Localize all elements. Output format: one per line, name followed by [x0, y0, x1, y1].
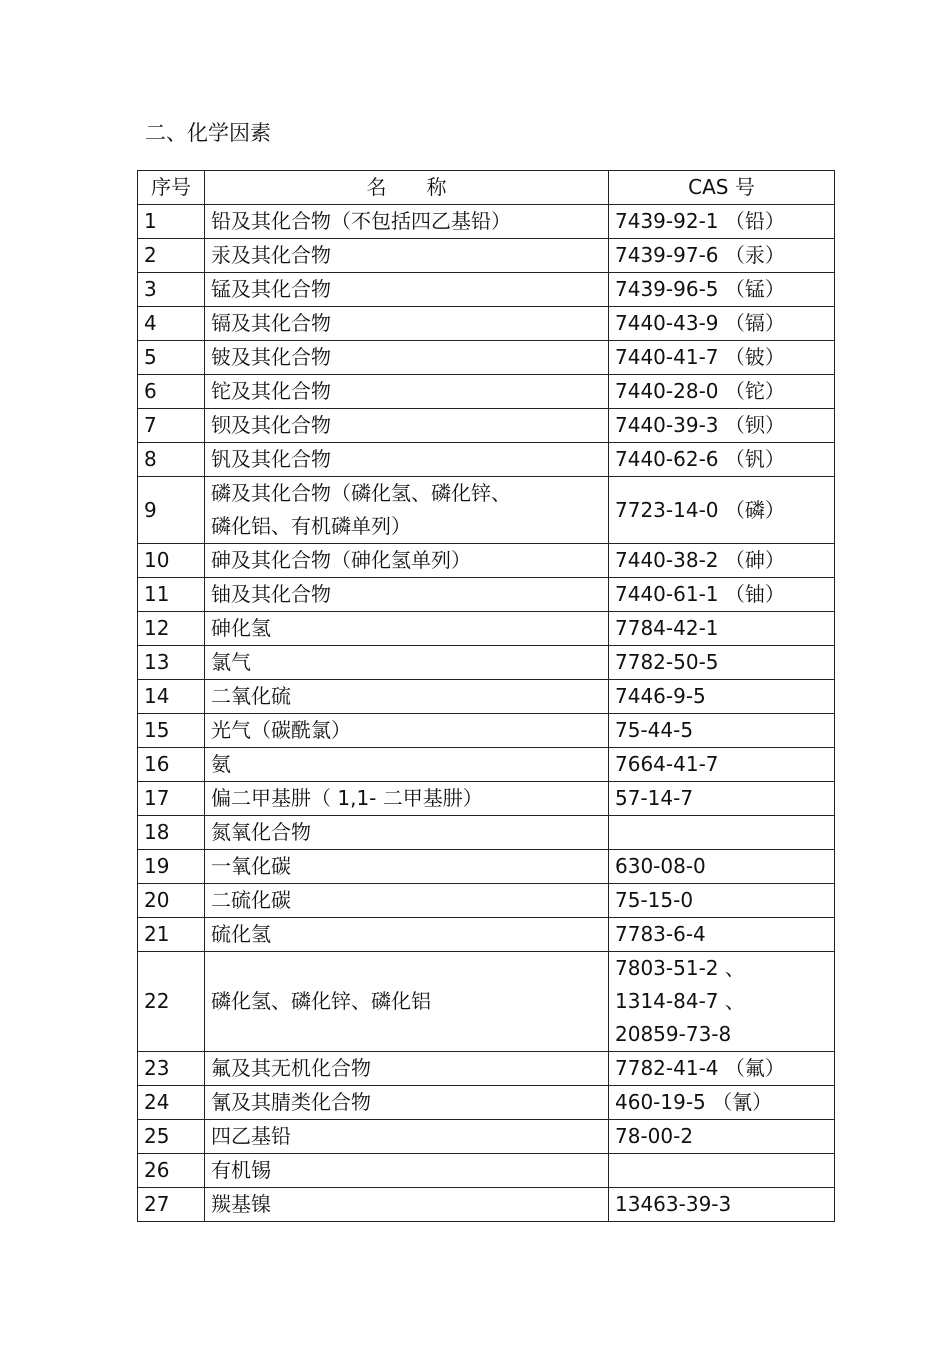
row-index: 5	[138, 341, 205, 375]
substance-name	[205, 409, 609, 443]
row-index: 27	[138, 1188, 205, 1222]
substance-name	[205, 307, 609, 341]
cas-number	[609, 239, 835, 273]
cas-number	[609, 816, 835, 850]
cas-number-line: 57-14-7	[615, 786, 694, 810]
cas-number-line: 75-15-0	[615, 888, 694, 912]
substance-name	[205, 205, 609, 239]
cas-number-line: 78-00-2	[615, 1124, 694, 1148]
cas-number-line: 7803-51-2 、	[615, 956, 745, 980]
substance-name-line: 磷化铝、有机磷单列）	[211, 514, 411, 538]
substance-name-line: 镉及其化合物	[211, 311, 331, 335]
cas-number-line: 7440-38-2 （砷）	[615, 548, 785, 572]
substance-name-line: 一氧化碳	[211, 854, 291, 878]
table-row	[138, 307, 835, 341]
table-header-row	[138, 171, 835, 205]
row-index: 12	[138, 612, 205, 646]
row-index: 8	[138, 443, 205, 477]
section-heading: 二、化学因素	[145, 121, 271, 145]
cas-number	[609, 477, 835, 544]
substance-name-line: 二氧化硫	[211, 684, 291, 708]
row-index: 17	[138, 782, 205, 816]
row-index: 11	[138, 578, 205, 612]
row-index: 21	[138, 918, 205, 952]
substance-name	[205, 1154, 609, 1188]
substance-name	[205, 1120, 609, 1154]
cas-number	[609, 375, 835, 409]
table-row	[138, 375, 835, 409]
table-row	[138, 680, 835, 714]
cas-number	[609, 341, 835, 375]
substance-name-line: 氨	[211, 752, 231, 776]
substance-name	[205, 443, 609, 477]
row-index: 2	[138, 239, 205, 273]
cas-number-line: 20859-73-8	[615, 1022, 732, 1046]
substance-name	[205, 578, 609, 612]
cas-number	[609, 1086, 835, 1120]
cas-number-line: 630-08-0	[615, 854, 706, 878]
cas-number-line: 7439-96-5 （锰）	[615, 277, 785, 301]
row-index: 4	[138, 307, 205, 341]
cas-number-line: 7440-62-6 （钒）	[615, 447, 785, 471]
table-row	[138, 443, 835, 477]
substance-name	[205, 816, 609, 850]
substance-name	[205, 782, 609, 816]
cas-number-line: 7783-6-4	[615, 922, 706, 946]
header-index: 序号	[138, 171, 205, 205]
cas-number-line: 7440-39-3 （钡）	[615, 413, 785, 437]
table-row	[138, 918, 835, 952]
row-index: 20	[138, 884, 205, 918]
header-cas: CAS 号	[609, 171, 835, 205]
substance-name	[205, 918, 609, 952]
table-row	[138, 477, 835, 544]
substance-name-line: 氟及其无机化合物	[211, 1056, 371, 1080]
substance-name	[205, 646, 609, 680]
cas-number-line: 7439-92-1 （铅）	[615, 209, 785, 233]
substance-name	[205, 477, 609, 544]
table-row	[138, 273, 835, 307]
substance-name	[205, 850, 609, 884]
substance-name	[205, 1086, 609, 1120]
cas-number	[609, 680, 835, 714]
cas-number	[609, 646, 835, 680]
cas-number-line: 7440-61-1 （铀）	[615, 582, 785, 606]
chemical-factors-table	[137, 170, 835, 1222]
row-index: 16	[138, 748, 205, 782]
cas-number-line: 7782-50-5	[615, 650, 719, 674]
substance-name	[205, 748, 609, 782]
substance-name-line: 砷及其化合物（砷化氢单列）	[211, 548, 471, 572]
row-index: 6	[138, 375, 205, 409]
substance-name-line: 光气（碳酰氯）	[211, 718, 351, 742]
substance-name	[205, 1052, 609, 1086]
row-index: 7	[138, 409, 205, 443]
cas-number	[609, 714, 835, 748]
row-index: 3	[138, 273, 205, 307]
table-row	[138, 952, 835, 1052]
table-row	[138, 1188, 835, 1222]
substance-name-line: 钒及其化合物	[211, 447, 331, 471]
cas-number	[609, 1120, 835, 1154]
table-row	[138, 578, 835, 612]
substance-name	[205, 375, 609, 409]
substance-name-line: 铀及其化合物	[211, 582, 331, 606]
table-row	[138, 884, 835, 918]
cas-number-line: 13463-39-3	[615, 1192, 732, 1216]
table-row	[138, 782, 835, 816]
table-row	[138, 612, 835, 646]
row-index: 9	[138, 477, 205, 544]
substance-name	[205, 1188, 609, 1222]
substance-name-line: 氮氧化合物	[211, 820, 311, 844]
table-row	[138, 544, 835, 578]
cas-number-line: 7723-14-0 （磷）	[615, 497, 785, 522]
substance-name	[205, 273, 609, 307]
cas-number-line: 7782-41-4 （氟）	[615, 1056, 785, 1080]
row-index: 24	[138, 1086, 205, 1120]
substance-name-line: 铅及其化合物（不包括四乙基铅）	[211, 209, 511, 233]
table-row	[138, 646, 835, 680]
substance-name-line: 砷化氢	[211, 616, 271, 640]
cas-number	[609, 544, 835, 578]
cas-number-line: 7440-41-7 （铍）	[615, 345, 785, 369]
row-index: 13	[138, 646, 205, 680]
row-index: 26	[138, 1154, 205, 1188]
cas-number	[609, 409, 835, 443]
row-index: 18	[138, 816, 205, 850]
cas-number	[609, 205, 835, 239]
cas-number	[609, 850, 835, 884]
cas-number	[609, 443, 835, 477]
table-row	[138, 239, 835, 273]
table-row	[138, 341, 835, 375]
substance-name	[205, 952, 609, 1052]
substance-name-line: 铊及其化合物	[211, 379, 331, 403]
table-row	[138, 1154, 835, 1188]
table-row	[138, 1052, 835, 1086]
substance-name-line: 钡及其化合物	[211, 413, 331, 437]
substance-name	[205, 884, 609, 918]
cas-number	[609, 952, 835, 1052]
cas-number-line: 7440-43-9 （镉）	[615, 311, 785, 335]
cas-number	[609, 1154, 835, 1188]
substance-name	[205, 544, 609, 578]
substance-name-line: 锰及其化合物	[211, 277, 331, 301]
substance-name-line: 有机锡	[211, 1158, 271, 1182]
substance-name-line: 羰基镍	[211, 1192, 271, 1216]
substance-name-line: 汞及其化合物	[211, 243, 331, 267]
substance-name	[205, 239, 609, 273]
substance-name-line: 磷及其化合物（磷化氢、磷化锌、	[211, 481, 511, 505]
cas-number	[609, 612, 835, 646]
table-row	[138, 850, 835, 884]
cas-number	[609, 884, 835, 918]
substance-name	[205, 341, 609, 375]
header-name: 名 称	[205, 171, 609, 205]
cas-number-line: 1314-84-7 、	[615, 989, 745, 1013]
table-row	[138, 205, 835, 239]
cas-number-line: 7664-41-7	[615, 752, 719, 776]
cas-number-line: 7446-9-5	[615, 684, 706, 708]
row-index: 10	[138, 544, 205, 578]
row-index: 1	[138, 205, 205, 239]
table-row	[138, 409, 835, 443]
table-row	[138, 714, 835, 748]
substance-name-line: 二硫化碳	[211, 888, 291, 912]
row-index: 15	[138, 714, 205, 748]
row-index: 19	[138, 850, 205, 884]
cas-number-line: 460-19-5 （氰）	[615, 1090, 773, 1114]
table-row	[138, 748, 835, 782]
substance-name-line: 硫化氢	[211, 922, 271, 946]
table-row	[138, 1120, 835, 1154]
cas-number	[609, 273, 835, 307]
cas-number	[609, 748, 835, 782]
cas-number	[609, 1188, 835, 1222]
cas-number-line: 75-44-5	[615, 718, 694, 742]
row-index: 14	[138, 680, 205, 714]
substance-name-line: 磷化氢、磷化锌、磷化铝	[211, 989, 431, 1013]
cas-number-line: 7439-97-6 （汞）	[615, 243, 785, 267]
substance-name	[205, 714, 609, 748]
substance-name-line: 铍及其化合物	[211, 345, 331, 369]
cas-number	[609, 918, 835, 952]
substance-name-line: 偏二甲基肼（ 1,1- 二甲基肼）	[211, 786, 483, 810]
substance-name	[205, 612, 609, 646]
substance-name-line: 四乙基铅	[211, 1124, 291, 1148]
row-index: 23	[138, 1052, 205, 1086]
table-row	[138, 1086, 835, 1120]
cas-number	[609, 782, 835, 816]
table-row	[138, 816, 835, 850]
row-index: 25	[138, 1120, 205, 1154]
substance-name	[205, 680, 609, 714]
substance-name-line: 氰及其腈类化合物	[211, 1090, 371, 1114]
row-index: 22	[138, 952, 205, 1052]
cas-number-line: 7784-42-1	[615, 616, 719, 640]
cas-number	[609, 578, 835, 612]
substance-name-line: 氯气	[211, 650, 251, 674]
cas-number	[609, 1052, 835, 1086]
cas-number-line: 7440-28-0 （铊）	[615, 379, 785, 403]
cas-number	[609, 307, 835, 341]
